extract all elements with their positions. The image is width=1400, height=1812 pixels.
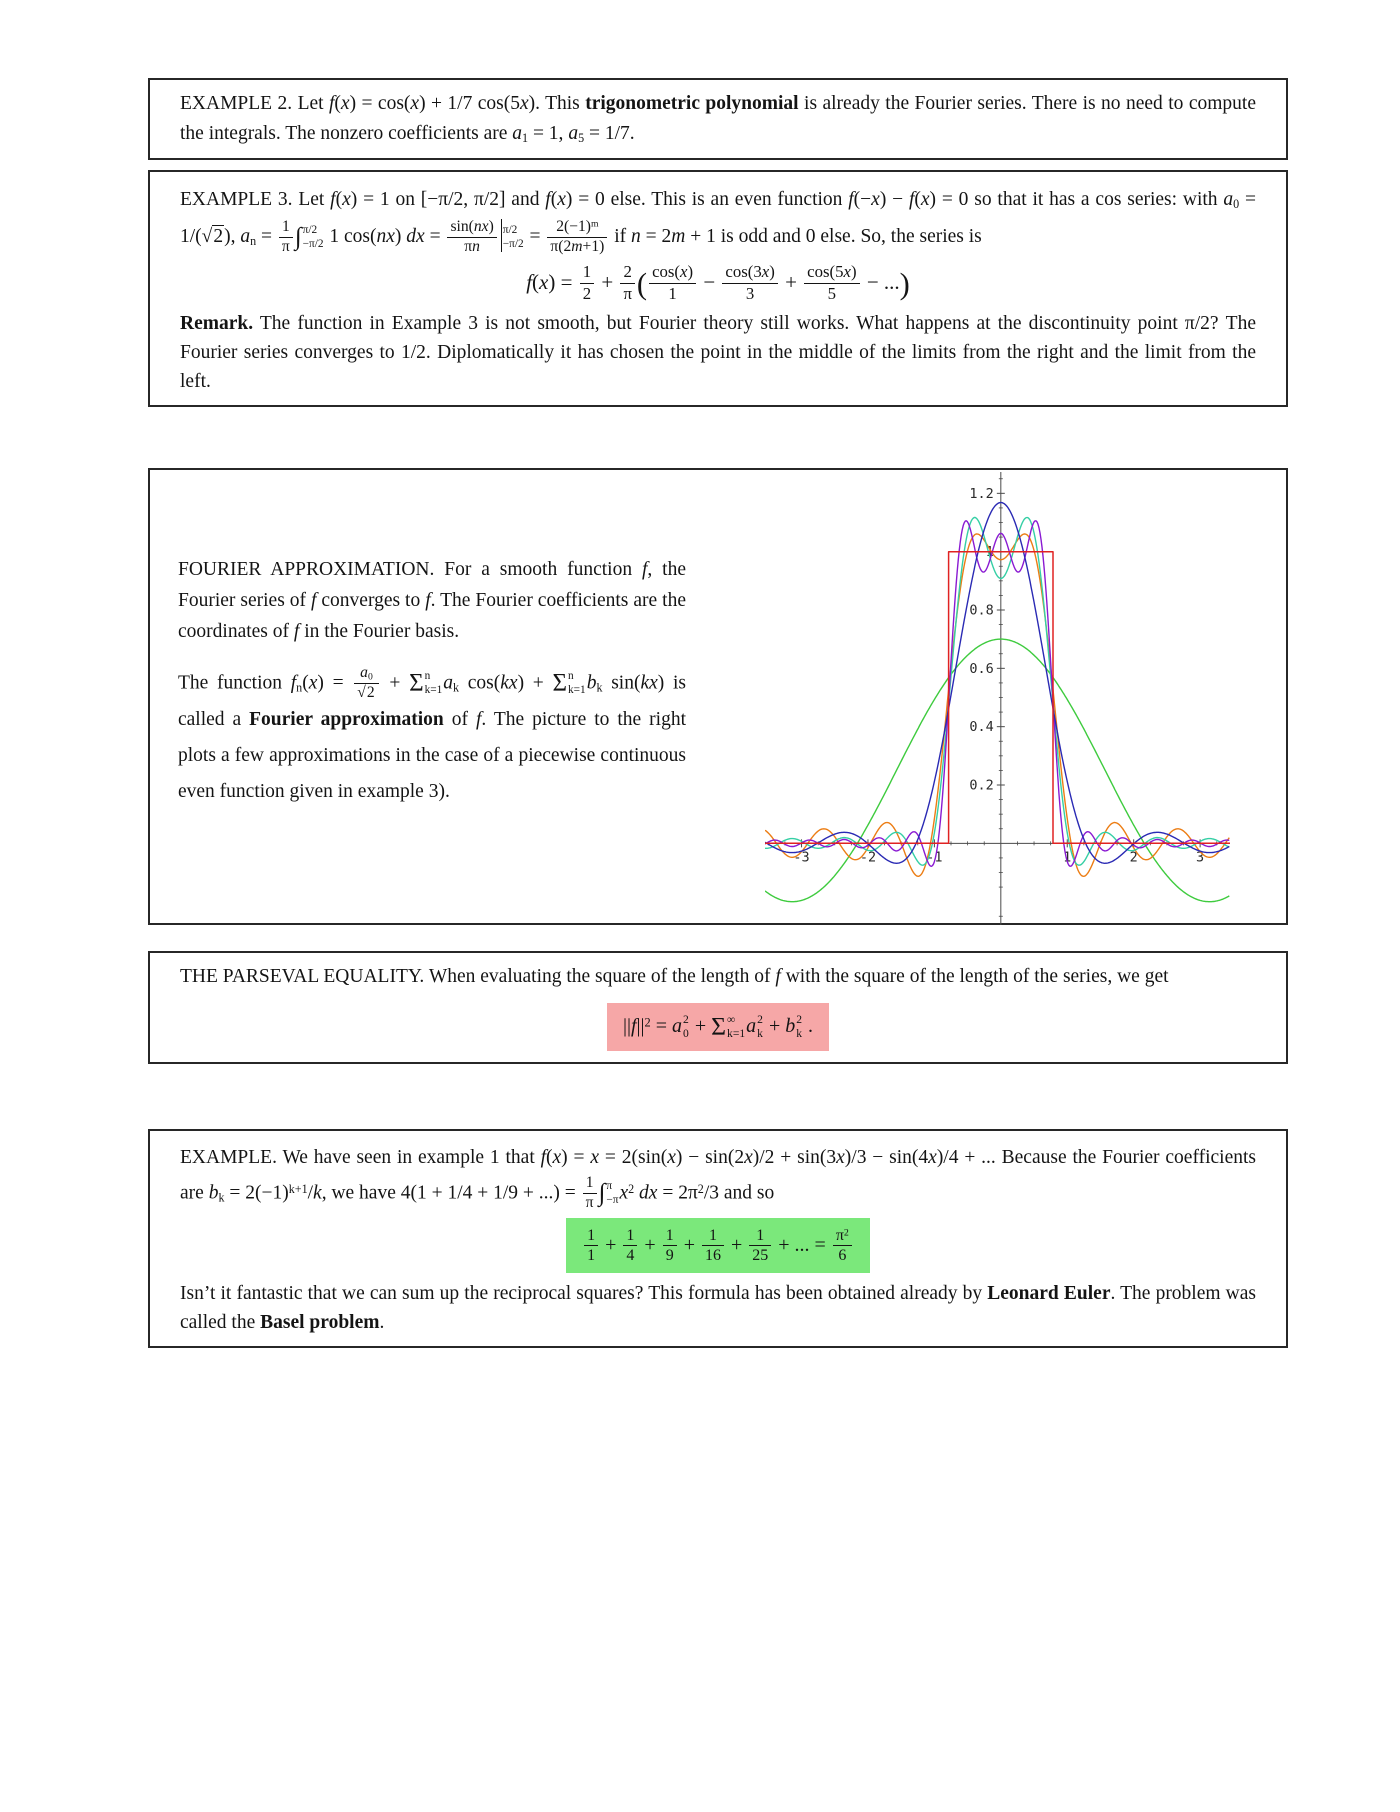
- basel-box: [148, 1129, 1288, 1348]
- x-axis-tick-label: 1: [1063, 849, 1072, 866]
- parseval-formula-row: [180, 1003, 1256, 1051]
- fourier-definition-paragraph: The function $f_n(x)$ = $\frac{a_0}{√2}$ + Σ n k=1 $a_k$ cos(kx) + Σ n k=1 $b_k$ sin(kx) is called a Fourier approximation of f. The picture to the right plots a few approximations in the case of a piecewise continuous even function given in example 3).: [178, 664, 686, 802]
- parseval-paragraph: THE PARSEVAL EQUALITY. When evaluating the square of the length of f with the square of the length of the series, we get: [180, 966, 1169, 987]
- curve-f_11: [765, 521, 1229, 867]
- example2-box: [148, 78, 1288, 160]
- x-axis-tick-label: -3: [793, 849, 810, 866]
- y-axis-tick-label: 0.4: [969, 719, 994, 736]
- example3-paragraph: EXAMPLE 3. Let f(x) = 1 on [−π/2, π/2] and f(x) = 0 else. This is an even function f(−x) − f(x) = 0 so that it has a cos series: with $a_0 = 1/(√2)$, $a_n$ = $\frac{1}{\pi}$ ∫ π/2 −π/2 1 cos(nx) dx = $\frac{\sin(nx)}{\pi n}$ π/2 −π/2 = $\frac{2(-1)^m}{\pi(2m+1)}$ if n = 2m + 1 is odd and 0 else. So, the series is: [180, 189, 1256, 255]
- fourier-approximation-chart: [765, 470, 1230, 925]
- example2-paragraph: EXAMPLE 2. Let f(x) = cos(x) + 1/7 cos(5x). This trigonometric polynomial is already the Fourier series. There is no need to compute the integrals. The nonzero coefficients are $a_1 = 1$, $a_5 = 1/7$.: [180, 93, 1256, 146]
- y-axis-tick-label: 0.2: [969, 777, 994, 794]
- basel-sum-highlight: [566, 1218, 870, 1274]
- target-function-curve: [765, 552, 1230, 844]
- y-axis-tick-label: 0.6: [969, 660, 994, 677]
- fourier-intro-paragraph: FOURIER APPROXIMATION. For a smooth function f, the Fourier series of f converges to f. The Fourier coefficients are the coordinates of f in the Fourier basis.: [178, 559, 686, 642]
- basel-example-paragraph: EXAMPLE. We have seen in example 1 that f(x) = x = 2(sin(x) − sin(2x)/2 + sin(3x)/3 − sin(4x)/4 + ... Because the Fourier coefficients are $b_k = 2(-1)^{k+1}/k$, we have 4(1 + 1/4 + 1/9 + ...) = $\frac{1}{\pi}$ ∫ π −π $x^2$ dx = $2\pi^2/3$ and so: [180, 1147, 1256, 1211]
- basel-outro-paragraph: Isn’t it fantastic that we can sum up the reciprocal squares? This formula has been obtained already by Leonard Euler. The problem was called the Basel problem.: [180, 1283, 1256, 1334]
- remark-paragraph: Remark. The function in Example 3 is not smooth, but Fourier theory still works. What happens at the discontinuity point π/2? The Fourier series converges to 1/2. Diplomatically it has chosen the point in the middle of the limits from the right and the limit from the left.: [180, 312, 1256, 392]
- curve-f_3: [765, 503, 1229, 864]
- example3-series-formula-row: [180, 263, 1256, 302]
- curve-f_8: [765, 518, 1229, 866]
- parseval-formula: $||f||^2 = a$ 2 0 + Σ ∞ k=1 a 2 k + b 2 k .: [622, 1012, 814, 1041]
- curve-f_6: [765, 534, 1229, 876]
- example3-box: [148, 170, 1288, 407]
- parseval-formula-highlight: [607, 1003, 829, 1051]
- x-axis-tick-label: -2: [859, 849, 877, 866]
- example3-series-formula: f(x) = $\frac{1}{2}$ + $\frac{2}{\pi}$ ( $\frac{\cos(x)}{1}$ − $\frac{\cos(3x)}{3}$ + $\frac{\cos(5x)}{5}$ − ...): [526, 262, 910, 303]
- curve-f_1: [765, 639, 1229, 902]
- fourier-approximation-box: [148, 468, 1288, 925]
- y-axis-tick-label: 1.2: [969, 485, 994, 502]
- y-axis-tick-label: 1: [985, 544, 994, 561]
- fourier-approximation-text-column: [178, 554, 686, 810]
- x-axis-tick-label: 2: [1129, 849, 1138, 866]
- x-axis-tick-label: 3: [1196, 849, 1205, 866]
- parseval-box: [148, 951, 1288, 1064]
- basel-formula-row: [180, 1218, 1256, 1274]
- x-axis-tick-label: -1: [926, 849, 943, 866]
- y-axis-tick-label: 0.8: [969, 602, 994, 619]
- basel-sum-formula: $\frac{1}{1}$ + $\frac{1}{4}$ + $\frac{1}{9}$ + $\frac{1}{16}$ + $\frac{1}{25}$ + ... = $\frac{\pi^2}{6}$: [582, 1234, 854, 1256]
